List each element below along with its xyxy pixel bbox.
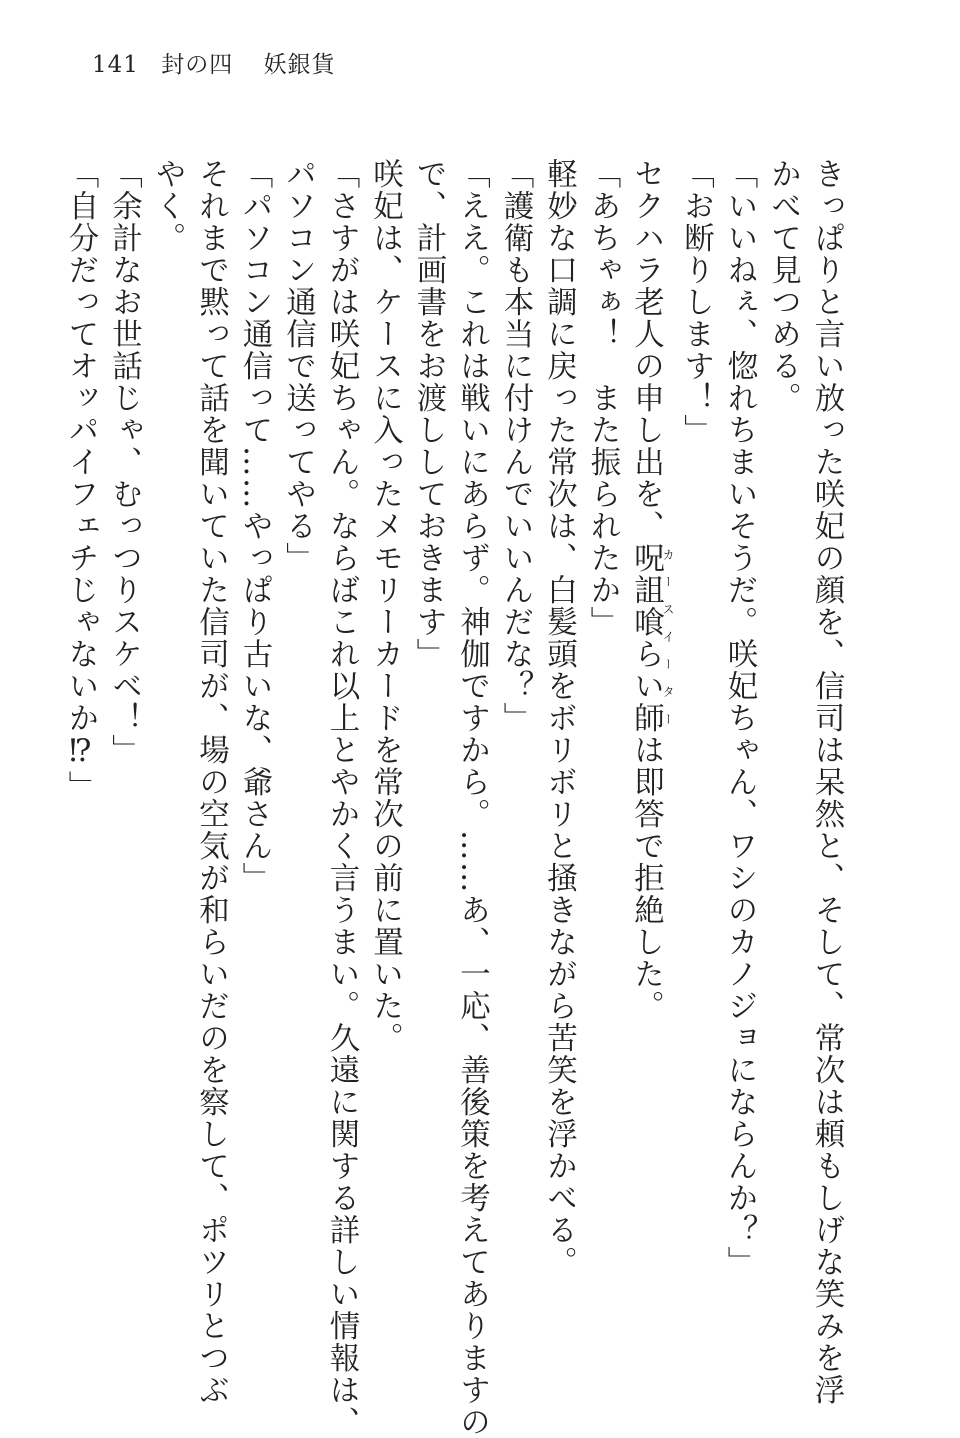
text-line: 咲妃は、ケースに入ったメモリーカードを常次の前に置いた。 — [367, 158, 403, 1054]
text-line-with-ruby — [624, 158, 674, 1268]
text-line: 「余計なお世話じゃ、むっつりスケベ！」 — [106, 158, 142, 766]
text-line: 「護衛も本当に付けんでいいんだな？」 — [498, 158, 533, 734]
text-line: 「さすがは咲妃ちゃん。ならばこれ以上とやかく言うまい。久遠に関する詳しい情報は、 — [324, 158, 359, 1438]
ruby-annotation — [628, 542, 675, 734]
text-line: 「いいねぇ、惚れちまいそうだ。咲妃ちゃん、ワシのカノジョにならんか？」 — [722, 158, 757, 1278]
page-header — [92, 50, 336, 80]
text-segment: セクハラ老人の申し出を、 — [628, 158, 664, 542]
text-segment: は即答で拒絶した。 — [628, 734, 664, 1022]
text-line: 軽妙な口調に戻った常次は、白髪頭をボリボリと掻きながら苦笑を浮かべる。 — [541, 158, 577, 1278]
text-line: 「ええ。これは戦いにあらず。神伽ですから。……あ、一応、善後策を考えてありますの — [454, 158, 490, 1438]
text-line: 「パソコン通信って……やっぱり古いな、爺さん」 — [237, 158, 272, 894]
page-number: 141 — [92, 52, 139, 78]
vertical-text-body — [63, 158, 848, 1438]
text-line: 「自分だってオッパイフェチじゃないか⁉」 — [63, 158, 98, 803]
text-line: やく。 — [150, 158, 185, 254]
text-line: で、計画書をお渡ししておきます」 — [411, 158, 446, 670]
text-line: きっぱりと言い放った咲妃の顔を、信司は呆然と、そして、常次は頼もしげな笑みを浮 — [809, 158, 844, 1406]
ruby-base: 呪詛喰らい師 — [628, 542, 664, 734]
text-line: それまで黙って話を聞いていた信司が、場の空気が和らいだのを察して、ポツリとつぶ — [193, 158, 229, 1406]
ruby-reading: カースイーター — [661, 542, 675, 734]
section-title: 妖銀貨 — [263, 52, 336, 78]
chapter-title: 封の四 — [161, 52, 234, 78]
text-line: 「あちゃぁ！ また振られたか」 — [585, 158, 620, 638]
text-line: パソコン通信で送ってやる」 — [280, 158, 316, 574]
text-line: かべて見つめる。 — [765, 158, 801, 414]
text-line: 「お断りします！」 — [678, 158, 714, 446]
